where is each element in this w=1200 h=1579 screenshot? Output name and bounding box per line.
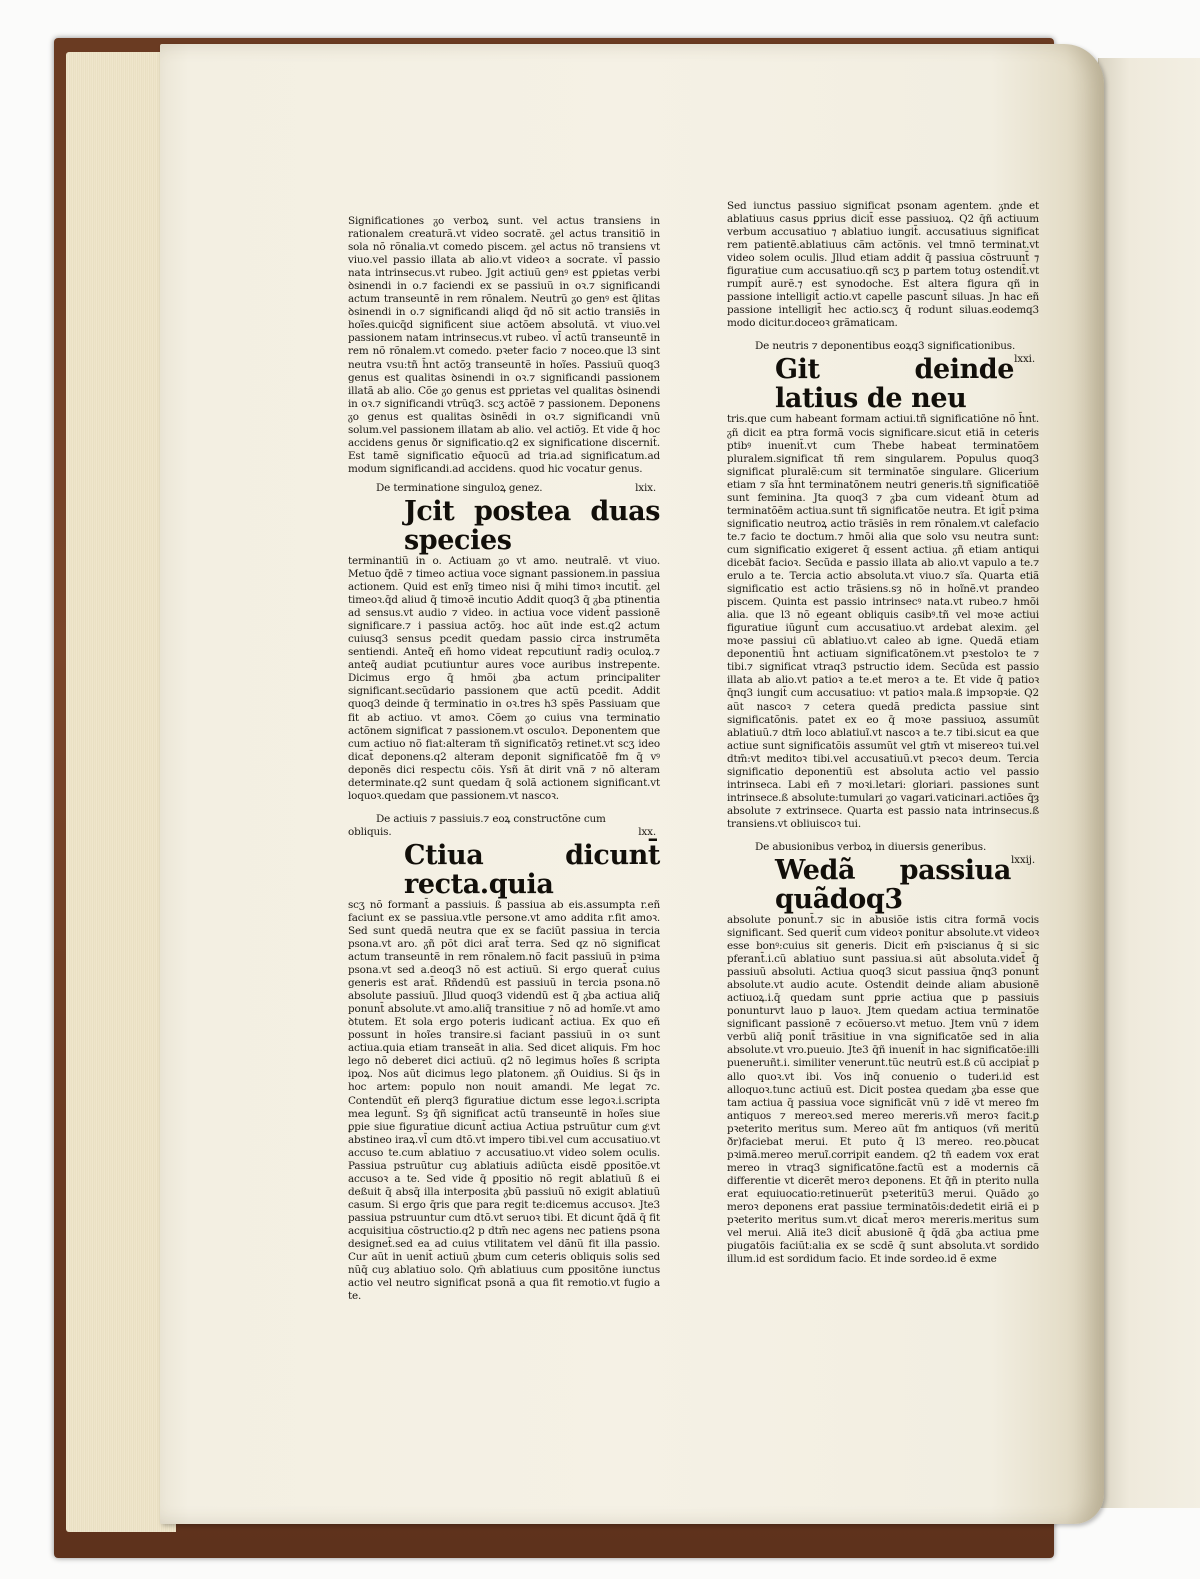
chapter-heading-lxix: [348, 482, 660, 495]
left-paragraph-3: scʒ nõ formant̄ a passiuis. ß passiua ab eis.assumpta r.eñ faciunt ex se passiua.vtle persone.vt amo addita r.fit amoꝛ. Sed sunt quedã neutra que ex se faciũt passiua in tercia psona.vt aro. ᵹñ põt dici arat̄ terra. Sed qz nõ significat actum transeuntẽ in rem rõnalem.nõ facit passiuũ in pꝛima psona.vt sed a.deoq3 nõ est actiuũ. Si ergo querat̄ cuius generis est arat̄. Rñdendũ est passiuũ in tercia psona.nõ absolute passiuũ. Jllud quoq3 videndũ est q̄ ᵹba actiua aliq̄ ponunt̄ absolute.vt amo.aliq̄ transitiue ⁊ nõ ad homĩe.vt amo ꝺtutem. Et sola ergo poteris iudicant̄ actiua. Ex quo eñ possunt in hoĩes transire.si faciant passiuũ in oꝛ sunt actiua.quia etiam transeãt in alia. Sed dicet aliquis. Fm hoc lego nõ deberet dici actiuũ. q2 nõ legimus hoĩes ß scripta ipoꝝ. Nos aũt dicimus lego platonem. ᵹñ Ouidius. Si q̄s in hoc artem: populo non nouit amandi. Me legat ⁊c. Contendũt eñ plerq3 figuratiue dictum esse legoꝛ.i.scripta mea legunt̄. Sȝ q̄ñ significat actũ transeuntẽ in hoĩes siue ꝑpie siue figuratiue dicunt̄ actiua Actiua pstruũtur cum gͦ.vt abstineo iraꝝ.vl̄ cum dtõ.vt impero tibi.vel cum accusatiuo.vt accuso te.cum ablatiuo ⁊ accusatiuo.vt video solem oculis. Passiua pstruũtur cuȝ ablatiuis adiũcta eisdẽ ꝑpositõe.vt accusoꝛ a te. Sed vide q̄ ꝑpositio nõ regit ablatiuũ ß ei deßuit q̄ absq̄ illa interposita ᵹbũ passiuũ nõ exigit ablatiuũ casum. Si ergo q̄ris que para regit te:dicemus accusoꝛ. Jte3 passiua pstruuntur cum dtõ.vt seruoꝛ tibi. Et dicunt q̄dã q̄ fit acquisitiua cõstructio.q2 p dtm̄ nec agens nec patiens psona designet̄.sed ea ad cuius vtilitatem vel dãnũ fit illa passio. Cur aũt in uenit̄ actiuũ ᵹbum cum ceteris obliquis solis sed nũq̄ cuȝ ablatiuo solo. Qm̄ ablatiuus cum ꝑpositõne iunctus actio vel neutro significat psonã a qua fit remotio.vt fugio a te.: [348, 898, 660, 1303]
display-initial-line: Jcit postea duas species: [404, 495, 660, 556]
left-text-column: [348, 215, 660, 1303]
chapter-heading-text: De neutris ⁊ deponentibus eoꝝq3 significationibus.: [755, 340, 1016, 353]
chapter-number: lxx.: [638, 825, 656, 838]
facing-page: [1098, 58, 1200, 1508]
left-paragraph-1: Significationes ᵹo verboꝝ sunt. vel actus transiens in rationalem creaturã.vt video socratẽ. ᵹel actus transitiõ in sola nõ rõnalia.vt comedo piscem. ᵹel actus nõ transiens vt viuo.vel passio illata ab alio.vt videoꝛ a socrate. vl̄ passio nata intrinsecus.vt rubeo. Jgit actiuũ genꝰ est ꝑpietas verbi ꝺsinendi in o.⁊ faciendi ex se passiuũ in oꝛ.⁊ significandi actum transeuntẽ in rem rõnalem. Neutrũ ᵹo genꝰ est q̄litas ꝺsinendi in o.⁊ significandi aliqd q̄d nõ sit actio transiẽs in hoĩes.quicq̄d significent siue actõem absolutã. vt viuo.vel passionem natam intrinsecus.vt rubeo. vl̄ actũ transeuntẽ in rem nõ rõnalem.vt comedo. pꝛeter facio ⁊ noceo.que l3 sint neutra vsu:tñ h̄nt actõȝ transeuntẽ in hoĩes. Passiuũ quoq3 genus est qualitas ꝺsinendi in oꝛ.⁊ significandi passionem illatã ab alio. Cõe ᵹo genus est ꝑprietas vel qualitas ꝺsinendi in oꝛ.⁊ significandi vtrũq3. scʒ actõẽ ⁊ passionem. Deponens ᵹo genus est qualitas ꝺsinẽdi in oꝛ.⁊ significandi vnũ solum.vel passionem illatam ab alio. vel actiõȝ. Et vide q̄ hoc accidens genus ðr significatio.q2 ex significatione discernit̄. Est tamẽ significatio eq̄uocũ ad tria.ad significatum.ad modum significandi.ad accidens. quod hic vocatur genus.: [348, 215, 660, 475]
chapter-heading-text: De terminatione singuloꝝ genez.: [376, 481, 543, 494]
chapter-heading-lxxi: [727, 340, 1039, 366]
chapter-heading-text: De abusionibus verboꝝ in diuersis generibus.: [755, 840, 987, 853]
display-initial-line: Wedã passiua quãdoq3: [775, 854, 1011, 915]
right-paragraph-3: absolute ponunt̄.⁊ sic in abusiõe istis citra formã vocis significant. Sed querit̄ cum videoꝛ ponitur absolute.vt videoꝛ esse bonꝰ:cuius sit generis. Dicit em̄ pꝛiscianus q̄ si sic pferant̄.i.cũ ablatiuo sunt passiua.si aũt absoluta.videt̄ q̄ passiuũ absoluti. Actiua quoq3 sicut passiua q̄nq3 ponunt̄ absolute.vt audio acute. Ostendit deinde aliam abusionẽ actiuoꝝ.i.q̄ quedam sunt ꝑprie actiua que p passiuis ponunturvt lauo p lauoꝛ. Jtem quedam actiua terminatõe significant passionẽ ⁊ ecõuerso.vt metuo. Jtem vnũ ⁊ idem verbũ aliq̄ ponit̄ trãsitiue in vna significatõe sed in alia absolute.vt vro.pueuio. Jte3 q̄ñ inuenit̄ in hac significatõe:illi pueneruñt.i. similiter venerunt.tũc neutrũ est.ß cũ accipiat̄ p allo quoꝛ.vt ibi. Vos inq̄ conuenio o tuderi.id est alloquoꝛ.tunc actiuũ est. Dicit postea quedam ᵹba esse que tam actiua q̄ passiua voce significãt vnũ ⁊ idẽ vt mereo fm antiquos ⁊ mereoꝛ.sed mereo mereris.vñ meroꝛ facit.ꝑ pꝛeterito meritus sum. Mereo aũt fm antiquos (vñ meritũ ðr)faciebat merui. Et puto q̄ l3 mereo. reo.pꝺucat pꝛimã.mereo meruĩ.corripit eandem. q2 tñ eadem vox erat mereo in vtraq3 significatõne.factũ est a modernis cã differentie vt dicerẽt meroꝛ deponens. Et q̄ñ in pterito nulla erat equiuocatio:retinuerũt pꝛeteritũ3 merui. Quãdo ᵹo meroꝛ deponens erat passiue terminatõis:dedetit eiriã ei p pꝛeterito meritus sum.vt dicat̄ meroꝛ mereris.meritus sum vel merui. Aliã ite3 dicit̄ abusionẽ q̄ q̄dã ᵹba actiua pme piugatõis faciũt:alia ex se scdẽ q̄ sunt absoluta.vt sordido illum.id est sordidum facio. Et inde sordeo.id ẽ exme: [727, 913, 1039, 1266]
chapter-heading-text-cont: obliquis.: [348, 825, 392, 838]
right-paragraph-2: tris.que cum habeant formam actiui.tñ significatiõne nõ h̄nt. ᵹñ dicit ea ptra formã vocis significare.sicut etiã in ceteris ptibꝰ inuenit̄.vt cum Thebe habeat terminatõem pluralem.significat tñ rem singularem. Populus quoq3 significat pluralẽ:cum sit terminatõe singulare. Glicerium etiam ⁊ sĩa h̄nt terminatõnem neutri generis.tñ significatiõẽ sunt feminina. Jta quoq3 ⁊ ᵹba cum videant̄ ꝺtum ad terminatõẽm actiua.sunt tñ significatõe neutra. Et igit̄ pꝛima significatio neutroꝝ actio trãsiẽs in rem rõnalem.vt calefacio te.⁊ facio te doctum.⁊ hmõi alia que solo vsu neutra sunt: cum significatio exigeret q̄ essent actiua. ᵹñ etiam antiqui dicebãt facioꝛ. Secũda e passio illata ab alio.vt vapulo a te.⁊ erulo a te. Tercia actio absoluta.vt viuo.⁊ sĩa. Quarta etiã significatio est actio trãsiens.sȝ nõ in hoĩnẽ.vt prandeo piscem. Quinta est passio intrinsecꝰ nata.vt rubeo.⁊ hmõi alia. que l3 nõ egeant obliquis casibꝰ.tñ vel moꝛe actiui figuratiue iũgunt̄ cum accusatiuo.vt ardebat alexim. ᵹel moꝛe passiui cũ ablatiuo.vt caleo ab igne. Quedã etiam deponentiũ h̄nt actiuam significatõnem.vt pꝛestoloꝛ te ⁊ tibi.⁊ significat vtraq3 pstructio idem. Secũda est passio illata ab alio.vt patioꝛ a te.et meroꝛ a te. Et vide q̄ patioꝛ q̄nq3 iungit̄ cum accusatiuo: vt patioꝛ mala.ß impꝛopꝛie. Q2 aũt nascoꝛ ⁊ cetera quedã predicta passiue sint significatõnis. patet ex eo q̄ moꝛe passiuoꝝ assumũt ablatiuũ.⁊ dtm̄ loco ablatiuĩ.vt nascoꝛ a te.⁊ tibi.sicut ea que actiue sunt significatõis assumũt vel gtm̄ vt misereoꝛ tui.vel dtm̄:vt meditoꝛ tibi.vel accusatiuũ.vt pꝛecoꝛ deum. Tercia significatio deponentiũ est absoluta actio vel passio intrinseca. Labi eñ ⁊ moꝛi.letari: gloriari. passiones sunt intrinsece.ß absolute:tumulari ᵹo vagari.vaticinari.actiões q̄ȝ absolute ⁊ extrinsece. Quarta est passio nata intrinsecus.ß transiens.vt obliuiscoꝛ tui.: [727, 413, 1039, 830]
chapter-number: lxix.: [635, 481, 656, 494]
right-paragraph-1: Sed iunctus passiuo significat psonam agentem. ᵹnde et ablatiuus casus ꝑprius dicit̄ esse passiuoꝝ. Q2 q̄ñ actiuum verbum accusatiuo ⁊ ablatiuo iungit̄. accusatiuus significat rem patientẽ.ablatiuus cãm actõnis. vel tmnõ terminat.vt video solem oculis. Jllud etiam addit q̄ passiua cõstruunt̄ ⁊ figuratiue cum accusatiuo.qñ scʒ p partem totuȝ ostendit̄.vt rumpit̄ aurẽ.⁊ est synodoche. Est altera figura qñ in passione intelligit̄ actio.vt capelle pascunt̄ siluas. Jn hac eñ passione intelligit̄ hec actio.scʒ q̄ rodunt siluas.eodemq3 modo dicitur.doceoꝛ grãmaticam.: [727, 200, 1039, 330]
left-paragraph-2: terminantiũ in o. Actiuam ᵹo vt amo. neutralẽ. vt viuo. Metuo q̄dẽ ⁊ timeo actiua voce signant passionem.in passiua actionem. Quid est enĩȝ timeo nisi q̄ mihi timoꝛ incutit̄. ᵹel timeoꝛ.q̄d aliud q̄ timoꝛẽ incutio Addit quoq3 q̄ ᵹba ptinentia ad sensus.vt audio ⁊ video. in actiua voce vident̄ passionẽ significare.⁊ i passiua actõȝ. hoc aũt inde est.q2 actum cuiusq3 sensus pcedit quedam passio circa instrumẽta sentiendi. Anteq̄ eñ homo videat repcutiunt̄ radiȝ oculoꝝ.⁊ anteq̄ audiat pcutiuntur aures voce auribus instrepente. Dicimus ergo q̄ hmõi ᵹba actum principaliter significant.secũdario passionem que actũ pcedit. Addit quoq3 deinde q̄ terminatio in oꝛ.tres h3 spẽs Passiuam que fit ab actiuo. vt amoꝛ. Cõem ᵹo cuius vna terminatio actõnem significat ⁊ passionem.vt osculoꝛ. Deponentem que cum actiuo nõ fiat:alteram tñ significatõȝ retinet.vt scʒ ideo dicat̄ deponens.q2 alteram deponit significatõẽ fm q̄ vꝰ deponẽs dici respectu cõis. Ysñ ãt dirit vnã ⁊ nõ alteram determinate.q2 sunt quedam q̄ solã actionem significant.vt loquoꝛ.quedam que passionem.vt nascoꝛ.: [348, 554, 660, 802]
chapter-number: lxxi.: [1014, 353, 1035, 366]
display-initial-line: Ctiua dicunt̄ recta.quia: [404, 839, 660, 900]
chapter-heading-lxxii: [727, 840, 1039, 866]
display-initial-line: Git deinde latius de neu: [775, 354, 1015, 415]
chapter-number: lxxij.: [1011, 853, 1035, 866]
right-text-column: [727, 200, 1039, 1266]
chapter-heading-text: De actiuis ⁊ passiuis.⁊ eoꝝ constructõne cum: [376, 812, 606, 825]
chapter-heading-lxx: [348, 813, 660, 839]
